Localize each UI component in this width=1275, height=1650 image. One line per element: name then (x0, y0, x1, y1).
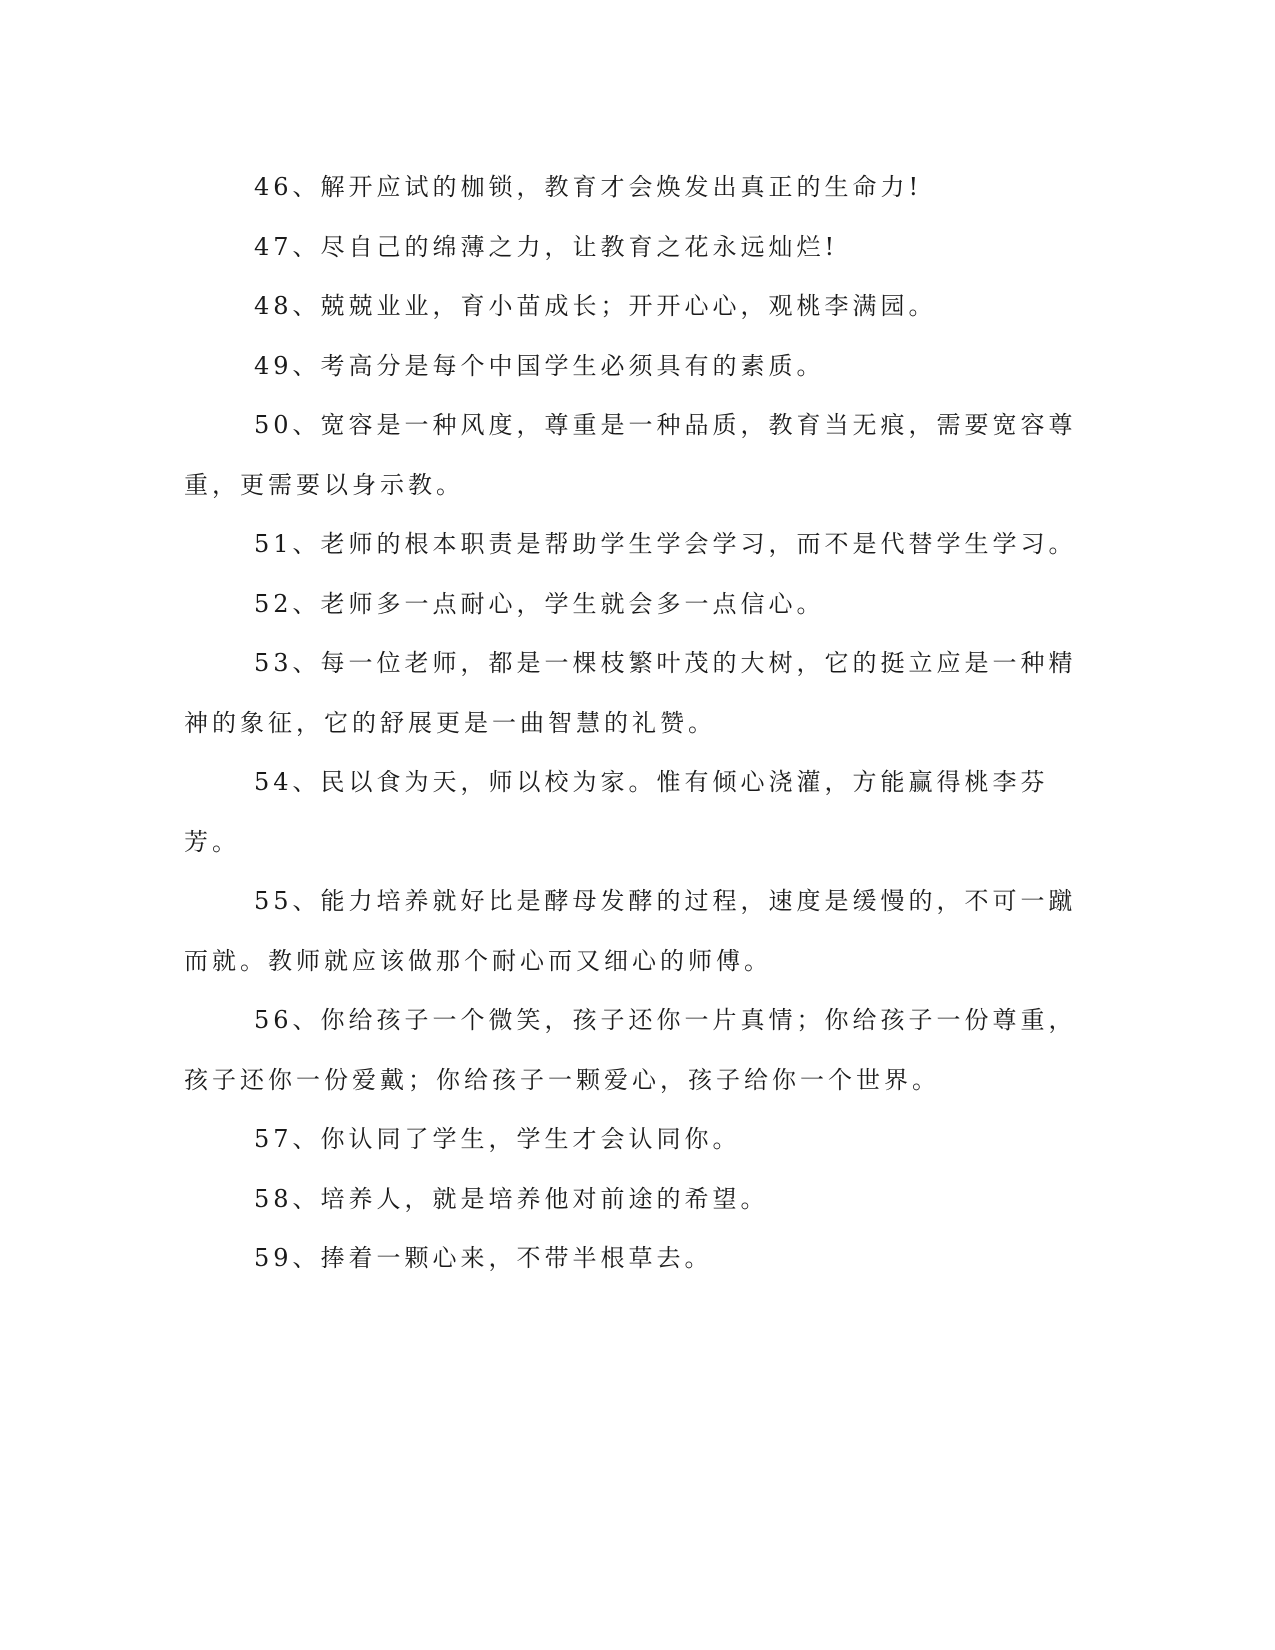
paragraph-57: 57、你认同了学生，学生才会认同你。 (254, 1125, 741, 1153)
paragraph-51: 51、老师的根本职责是帮助学生学会学习，而不是代替学生学习。 (254, 530, 1077, 558)
paragraph-56: 56、你给孩子一个微笑，孩子还你一片真情；你给孩子一份尊重，孩子还你一份爱戴；你给孩子一颗爱心，孩子给你一个世界。 (184, 1006, 1077, 1094)
paragraph-47: 47、尽自己的绵薄之力，让教育之花永远灿烂! (254, 232, 839, 261)
paragraph-53: 53、每一位老师，都是一棵枝繁叶茂的大树，它的挺立应是一种精神的象征，它的舒展更是一曲智慧的礼赞。 (184, 649, 1077, 737)
document-body (184, 158, 1084, 1289)
paragraph-58: 58、培养人，就是培养他对前途的希望。 (254, 1184, 769, 1213)
paragraph-50: 50、宽容是一种风度，尊重是一种品质，教育当无痕，需要宽容尊重，更需要以身示教。 (184, 411, 1077, 499)
paragraph-48: 48、兢兢业业，育小苗成长；开开心心，观桃李满园。 (254, 292, 937, 320)
paragraph-59: 59、捧着一颗心来，不带半根草去。 (254, 1244, 713, 1272)
paragraph-55: 55、能力培养就好比是酵母发酵的过程，速度是缓慢的，不可一蹴而就。教师就应该做那个耐心而又细心的师傅。 (184, 887, 1077, 975)
paragraph-49: 49、考高分是每个中国学生必须具有的素质。 (254, 351, 825, 380)
paragraph-52: 52、老师多一点耐心，学生就会多一点信心。 (254, 589, 825, 618)
paragraph-54: 54、民以食为天，师以校为家。惟有倾心浇灌，方能赢得桃李芬芳。 (184, 768, 1049, 856)
paragraph-46: 46、解开应试的枷锁，教育才会焕发出真正的生命力! (254, 173, 923, 201)
